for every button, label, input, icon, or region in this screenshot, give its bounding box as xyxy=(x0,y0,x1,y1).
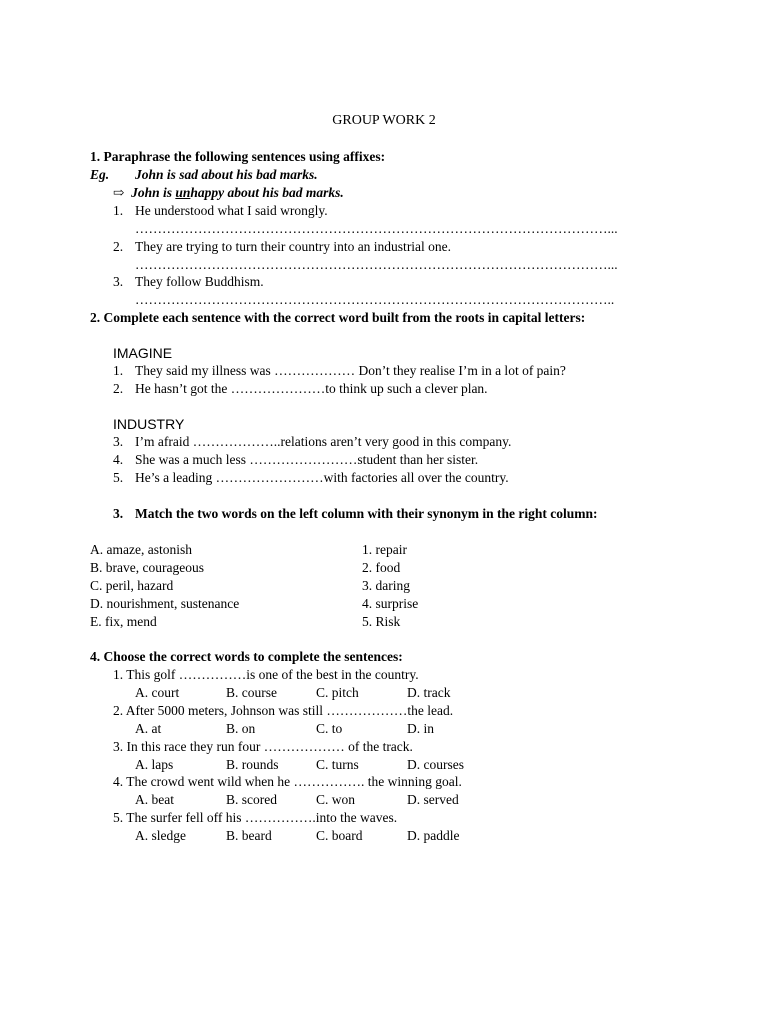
example-label: Eg. xyxy=(90,167,110,182)
option: A. at xyxy=(135,721,162,736)
option: B. course xyxy=(226,685,277,700)
arrow-icon: ⇨ xyxy=(113,185,125,200)
option: D. track xyxy=(407,685,451,700)
option: A. laps xyxy=(135,757,174,772)
option: C. to xyxy=(316,721,343,736)
options-row xyxy=(0,756,768,774)
section-2-heading: 2. Complete each sentence with the correct word built from the roots in capital letters: xyxy=(90,310,586,325)
option: C. board xyxy=(316,828,363,843)
answer-line: ……………………………………………………………………………………………... xyxy=(135,221,618,236)
option: D. paddle xyxy=(407,828,460,843)
match-left-item: E. fix, mend xyxy=(90,614,157,629)
section-4-heading: 4. Choose the correct words to complete the sentences: xyxy=(90,649,403,664)
page-title: GROUP WORK 2 xyxy=(332,113,436,128)
list-item: 2. They are trying to turn their country into an industrial one. xyxy=(113,239,452,254)
option: A. sledge xyxy=(135,828,186,843)
root-word-imagine: IMAGINE xyxy=(113,345,173,361)
options-row xyxy=(0,684,768,702)
options-row xyxy=(0,791,768,809)
option: D. courses xyxy=(407,757,464,772)
match-right-item: 1. repair xyxy=(362,542,407,557)
option: B. beard xyxy=(226,828,272,843)
question: 4. The crowd went wild when he ……………. the winning goal. xyxy=(113,774,462,789)
answer-affix: un xyxy=(175,185,191,200)
list-item: 4. She was a much less ……………………student than her sister. xyxy=(113,452,479,467)
option: C. pitch xyxy=(316,685,359,700)
section-1-heading: 1. Paraphrase the following sentences using affixes: xyxy=(90,149,386,164)
example-sentence: John is sad about his bad marks. xyxy=(135,167,318,182)
match-right-item: 5. Risk xyxy=(362,614,401,629)
option: C. turns xyxy=(316,757,359,772)
list-item: 1. They said my illness was ……………… Don’t they realise I’m in a lot of pain? xyxy=(113,363,566,378)
options-row xyxy=(0,827,768,845)
match-left-item: D. nourishment, sustenance xyxy=(90,596,240,611)
list-item: 3. They follow Buddhism. xyxy=(113,274,264,289)
match-left-item: A. amaze, astonish xyxy=(90,542,192,557)
list-item: 2. He hasn’t got the …………………to think up such a clever plan. xyxy=(113,381,488,396)
answer-line: ……………………………………………………………………………………………... xyxy=(135,257,618,272)
option: C. won xyxy=(316,792,356,807)
question: 1. This golf ……………is one of the best in the country. xyxy=(113,667,419,682)
match-right-item: 2. food xyxy=(362,560,401,575)
option: B. scored xyxy=(226,792,277,807)
option: D. served xyxy=(407,792,459,807)
answer-suffix: happy about his bad marks. xyxy=(190,185,344,200)
match-left-item: B. brave, courageous xyxy=(90,560,204,575)
answer-line: …………………………………………………………………………………………….. xyxy=(135,292,615,307)
list-item: 1. He understood what I said wrongly. xyxy=(113,203,328,218)
option: B. rounds xyxy=(226,757,279,772)
option: A. beat xyxy=(135,792,174,807)
answer-prefix: John is xyxy=(131,185,176,200)
question: 2. After 5000 meters, Johnson was still ………………the lead. xyxy=(113,703,454,718)
options-row xyxy=(0,720,768,738)
option: B. on xyxy=(226,721,256,736)
example-answer xyxy=(113,184,344,202)
list-item: 5. He’s a leading ……………………with factories all over the country. xyxy=(113,470,509,485)
match-right-item: 3. daring xyxy=(362,578,410,593)
question: 3. In this race they run four ……………… of the track. xyxy=(113,739,413,754)
option: D. in xyxy=(407,721,434,736)
root-word-industry: INDUSTRY xyxy=(113,416,185,432)
option: A. court xyxy=(135,685,180,700)
question: 5. The surfer fell off his …………….into the waves. xyxy=(113,810,398,825)
list-item: 3. I’m afraid ………………..relations aren’t very good in this company. xyxy=(113,434,512,449)
match-right-item: 4. surprise xyxy=(362,596,419,611)
match-left-item: C. peril, hazard xyxy=(90,578,174,593)
section-3-heading: 3. Match the two words on the left column with their synonym in the right column: xyxy=(113,506,598,521)
